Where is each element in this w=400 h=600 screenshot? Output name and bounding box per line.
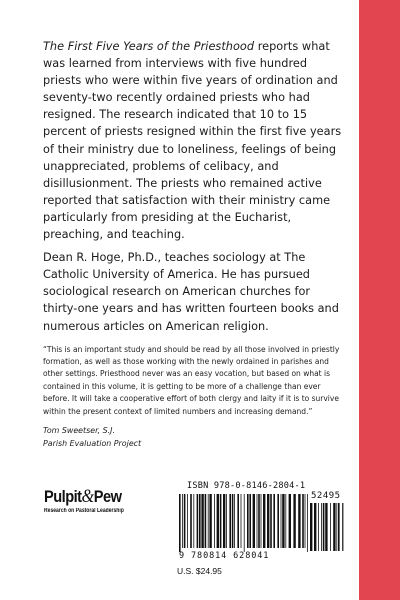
barcode-bar — [229, 494, 231, 548]
barcode-bar — [289, 494, 291, 548]
barcode-bar — [190, 494, 192, 548]
ean-barcode — [179, 494, 309, 552]
barcode-bar — [305, 494, 306, 548]
barcode-bar — [333, 503, 335, 551]
barcode-bar — [179, 494, 181, 552]
barcode-bar — [270, 494, 272, 548]
barcode-bar — [182, 494, 183, 548]
publisher-name-pulpit: Pulpit — [44, 487, 82, 506]
barcode-bar — [267, 494, 269, 548]
barcode-bar — [325, 503, 327, 551]
book-title-italic: The First Five Years of the Priesthood — [43, 40, 255, 53]
publisher-ampersand: & — [81, 486, 94, 507]
barcode-bar — [249, 494, 251, 548]
barcode-bar — [336, 503, 337, 551]
barcode-bar — [187, 494, 188, 548]
barcode-bar — [208, 494, 209, 548]
barcode-bar — [220, 494, 222, 548]
barcode-bar — [223, 494, 225, 548]
barcode-bar — [282, 494, 284, 548]
barcode-bar — [197, 494, 199, 548]
price-label: U.S. $24.95 — [177, 566, 222, 576]
barcode-bar — [330, 503, 331, 551]
barcode-bar — [281, 494, 282, 548]
endorser-organization: Parish Evaluation Project — [43, 438, 142, 448]
publisher-tagline: Research on Pastoral Leadership — [44, 508, 124, 514]
barcode-bar — [342, 503, 343, 551]
barcode-bar — [244, 494, 245, 552]
barcode-bar — [258, 494, 260, 548]
barcode-bar — [234, 494, 235, 548]
barcode-bar — [285, 494, 286, 548]
barcode-bar — [314, 503, 316, 551]
barcode-bar — [277, 494, 279, 548]
barcode-bar — [307, 494, 308, 552]
barcode-bar — [253, 494, 255, 548]
barcode-bar — [232, 494, 234, 548]
publisher-name-pew: Pew — [93, 487, 122, 506]
barcode-bar — [199, 494, 201, 548]
barcode-bar — [323, 503, 325, 551]
barcode-bar — [205, 494, 207, 548]
book-description — [43, 38, 344, 243]
barcode-bar — [201, 494, 203, 548]
barcode-bar — [263, 494, 265, 548]
barcode-bar — [226, 494, 227, 548]
spine-stripe — [359, 0, 400, 600]
barcode-bar — [214, 494, 215, 548]
author-bio: Dean R. Hoge, Ph.D., teaches sociology at The Catholic University of America. He has pursued sociological research on American churches for thirty-one years and has written fourteen books and numerous articles on American religion. — [43, 251, 339, 333]
barcode-block — [177, 481, 345, 581]
description-text: reports what was learned from interviews with five hundred priests who were within five years of ordination and seventy-two recently ordained priests who had resigned. The research indicated that 10 to 15 percent of priests resigned within the first five years of their ministry due to loneliness, feelings of being unappreciated, problems of celibacy, and disillusionment. The priests who remained active reported that satisfaction with their ministry came particularly from presiding at the Eucharist, preaching, and teaching. — [43, 40, 342, 242]
barcode-bar — [217, 494, 219, 548]
barcode-bar — [293, 494, 295, 548]
barcode-bar — [209, 494, 211, 548]
barcode-bar — [321, 503, 322, 551]
publisher-name — [44, 486, 122, 507]
endorsement-quote: “This is an important study and should be read by all those involved in priestly formation, as well as those working with the newly ordained in parishes and other settings. Priesthood never was an easy vocation, but based on what is contained in this volume, it is getting to be more of a challenge than ever before. It will take a cooperative effort of both clergy and laity if it is to survive within the present context of limited numbers and increasing demand.” — [43, 344, 340, 416]
barcode-bar — [273, 494, 275, 548]
isbn-text: ISBN 978-0-8146-2804-1 — [187, 481, 306, 491]
barcode-bar — [184, 494, 186, 548]
publisher-logo — [44, 488, 130, 528]
barcode-bar — [298, 494, 300, 548]
barcode-bar — [302, 494, 304, 548]
barcode-bar — [247, 494, 249, 548]
barcode-bar — [261, 494, 262, 548]
barcode-bar — [241, 494, 242, 548]
barcode-bar — [237, 494, 239, 548]
barcode-bar — [257, 494, 258, 548]
addon-digits: 52495 — [311, 491, 341, 501]
barcode-bar — [310, 503, 312, 551]
endorser-name: Tom Sweetser, S.J. — [43, 426, 115, 436]
barcode-bar — [193, 494, 194, 548]
addon-barcode — [310, 503, 344, 551]
back-cover-text — [43, 38, 344, 451]
barcode-bar — [318, 503, 319, 551]
barcode-bar — [338, 503, 340, 551]
ean-digits: 9 780814 628041 — [179, 551, 270, 561]
endorsement-attribution — [43, 425, 344, 451]
